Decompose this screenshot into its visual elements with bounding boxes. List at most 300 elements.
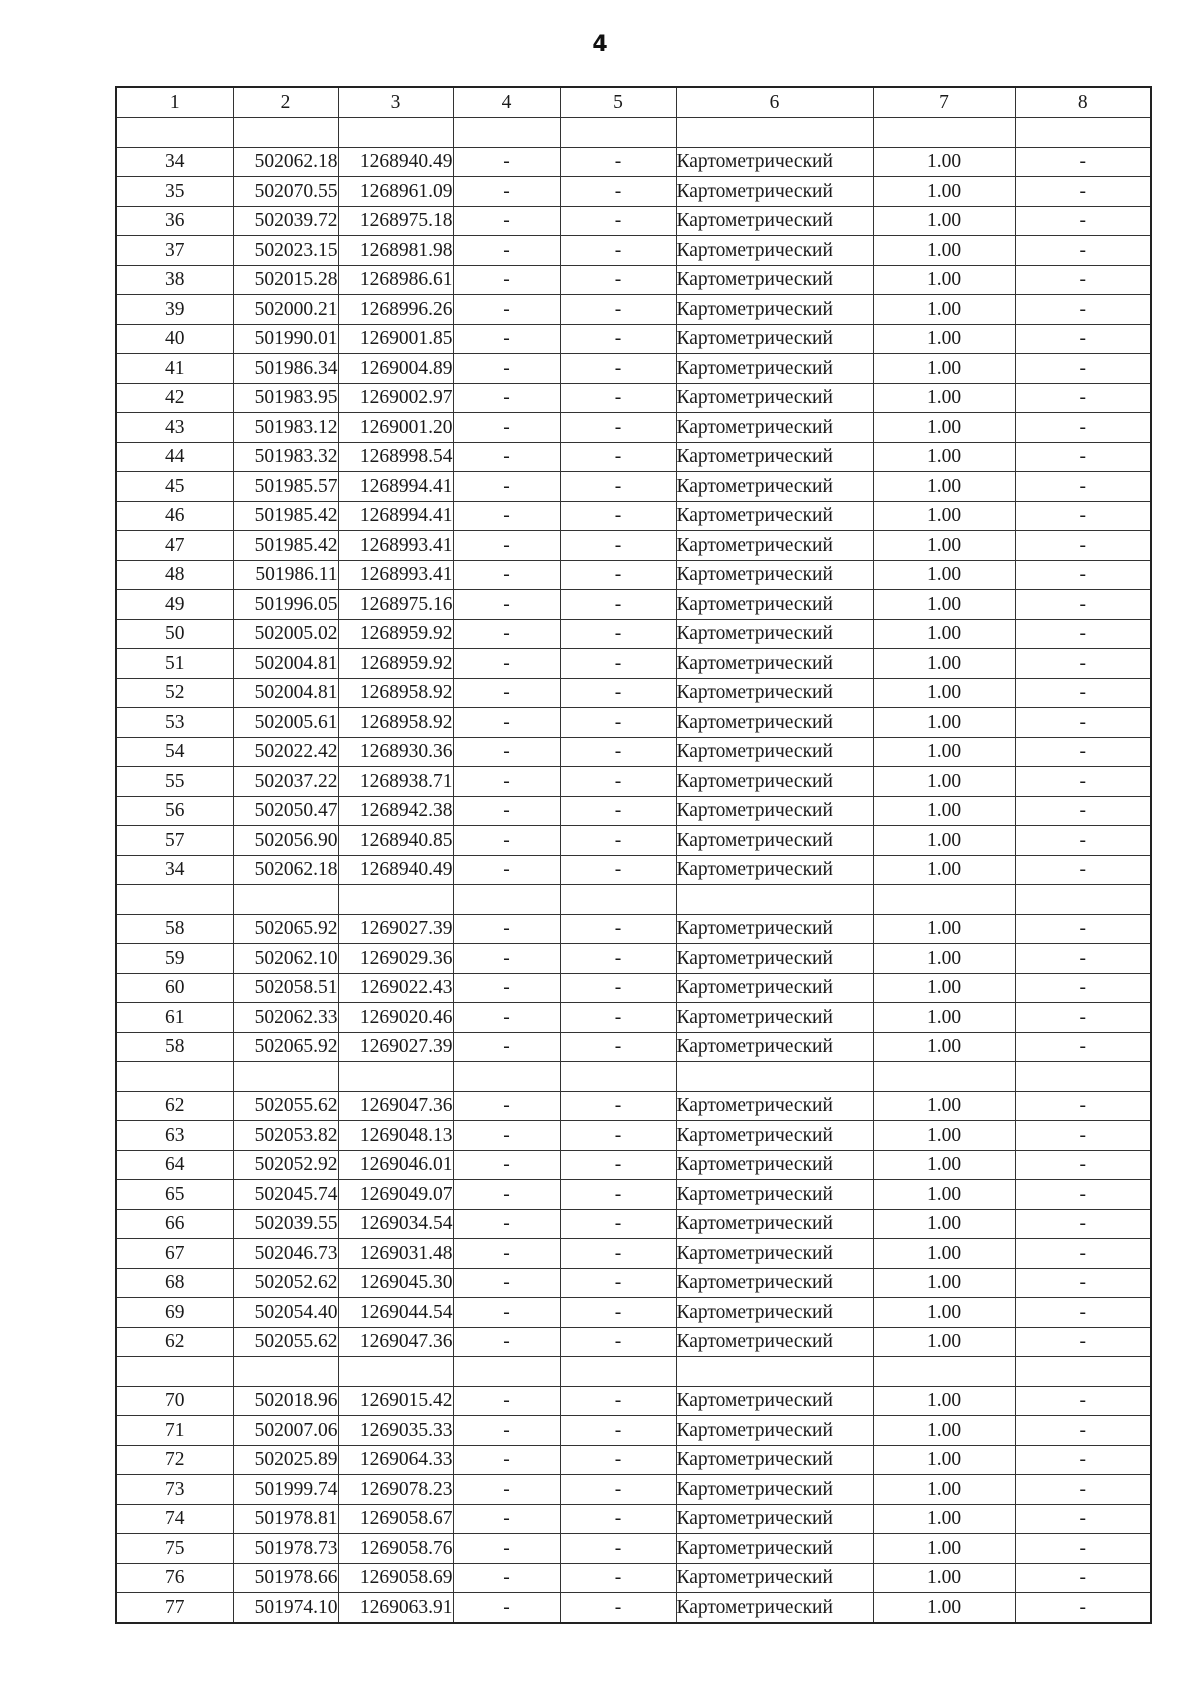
table-cell-col-7: 1.00 bbox=[873, 1386, 1015, 1416]
table-cell-col-4: - bbox=[453, 1563, 560, 1593]
table-cell-col-2: 502070.55 bbox=[233, 177, 338, 207]
table-cell-col-4: - bbox=[453, 383, 560, 413]
table-cell-col-6: Картометрический bbox=[676, 236, 873, 266]
table-cell-col-3: 1268986.61 bbox=[338, 265, 453, 295]
table-cell-col-2: 502023.15 bbox=[233, 236, 338, 266]
table-cell-col-1: 42 bbox=[116, 383, 233, 413]
table-cell-col-8: - bbox=[1015, 619, 1151, 649]
table-cell-col-7: 1.00 bbox=[873, 1003, 1015, 1033]
table-cell-col-3: 1268959.92 bbox=[338, 649, 453, 679]
table-cell-col-7: 1.00 bbox=[873, 767, 1015, 797]
table-cell-col-5: - bbox=[560, 1150, 676, 1180]
table-cell-col-5: - bbox=[560, 265, 676, 295]
table-cell-col-6: Картометрический bbox=[676, 1121, 873, 1151]
table-cell-col-2: 502039.55 bbox=[233, 1209, 338, 1239]
table-cell-col-4: - bbox=[453, 1150, 560, 1180]
table-cell-col-1: 49 bbox=[116, 590, 233, 620]
table-cell-col-6 bbox=[676, 1062, 873, 1092]
table-cell-col-1: 61 bbox=[116, 1003, 233, 1033]
table-cell-col-5: - bbox=[560, 590, 676, 620]
table-cell-col-5: - bbox=[560, 413, 676, 443]
table-cell-col-7: 1.00 bbox=[873, 206, 1015, 236]
table-row bbox=[116, 1475, 1151, 1505]
table-cell-col-8: - bbox=[1015, 1032, 1151, 1062]
table-cell-col-1: 50 bbox=[116, 619, 233, 649]
table-cell-col-1: 59 bbox=[116, 944, 233, 974]
table-cell-col-3: 1269078.23 bbox=[338, 1475, 453, 1505]
table-cell-col-7: 1.00 bbox=[873, 295, 1015, 325]
table-cell-col-8: - bbox=[1015, 413, 1151, 443]
table-cell-col-6 bbox=[676, 1357, 873, 1387]
table-cell-col-5: - bbox=[560, 1534, 676, 1564]
table-cell-col-4: - bbox=[453, 708, 560, 738]
table-cell-col-7: 1.00 bbox=[873, 708, 1015, 738]
table-cell-col-3: 1269004.89 bbox=[338, 354, 453, 384]
table-row bbox=[116, 442, 1151, 472]
table-cell-col-2: 502018.96 bbox=[233, 1386, 338, 1416]
table-cell-col-7: 1.00 bbox=[873, 737, 1015, 767]
table-cell-col-4 bbox=[453, 1357, 560, 1387]
table-cell-col-3 bbox=[338, 118, 453, 148]
table-cell-col-3: 1269031.48 bbox=[338, 1239, 453, 1269]
table-cell-col-1: 52 bbox=[116, 678, 233, 708]
table-cell-col-6: Картометрический bbox=[676, 442, 873, 472]
table-cell-col-3: 1268961.09 bbox=[338, 177, 453, 207]
table-cell-col-6: Картометрический bbox=[676, 383, 873, 413]
table-cell-col-1: 71 bbox=[116, 1416, 233, 1446]
table-cell-col-5: - bbox=[560, 147, 676, 177]
table-cell-col-1 bbox=[116, 1062, 233, 1092]
table-cell-col-3 bbox=[338, 1357, 453, 1387]
table-row bbox=[116, 590, 1151, 620]
table-cell-col-7: 1.00 bbox=[873, 413, 1015, 443]
table-cell-col-5: - bbox=[560, 826, 676, 856]
table-cell-col-1: 45 bbox=[116, 472, 233, 502]
table-cell-col-4: - bbox=[453, 442, 560, 472]
table-cell-col-5: - bbox=[560, 1298, 676, 1328]
coordinates-table bbox=[115, 86, 1152, 1624]
table-cell-col-4: - bbox=[453, 413, 560, 443]
table-cell-col-5: - bbox=[560, 324, 676, 354]
table-cell-col-2: 502045.74 bbox=[233, 1180, 338, 1210]
table-row bbox=[116, 265, 1151, 295]
table-cell-col-2: 501978.81 bbox=[233, 1504, 338, 1534]
table-row bbox=[116, 855, 1151, 885]
table-cell-col-5: - bbox=[560, 1091, 676, 1121]
table-cell-col-8: - bbox=[1015, 1180, 1151, 1210]
table-cell-col-8 bbox=[1015, 1357, 1151, 1387]
table-cell-col-3: 1269015.42 bbox=[338, 1386, 453, 1416]
table-cell-col-8: - bbox=[1015, 1475, 1151, 1505]
table-row bbox=[116, 1032, 1151, 1062]
table-cell-col-7: 1.00 bbox=[873, 383, 1015, 413]
table-cell-col-3: 1269020.46 bbox=[338, 1003, 453, 1033]
table-cell-col-4: - bbox=[453, 1268, 560, 1298]
table-cell-col-1: 36 bbox=[116, 206, 233, 236]
table-row bbox=[116, 1327, 1151, 1357]
table-cell-col-4: - bbox=[453, 1593, 560, 1623]
table-cell-col-4: - bbox=[453, 324, 560, 354]
table-cell-col-4: - bbox=[453, 1180, 560, 1210]
table-row bbox=[116, 1445, 1151, 1475]
table-cell-col-3: 1269002.97 bbox=[338, 383, 453, 413]
table-cell-col-6 bbox=[676, 118, 873, 148]
table-cell-col-4: - bbox=[453, 1386, 560, 1416]
table-cell-col-3: 1268940.85 bbox=[338, 826, 453, 856]
table-row bbox=[116, 324, 1151, 354]
table-cell-col-6: Картометрический bbox=[676, 796, 873, 826]
table-cell-col-6: Картометрический bbox=[676, 1563, 873, 1593]
table-cell-col-6: Картометрический bbox=[676, 295, 873, 325]
table-cell-col-8: - bbox=[1015, 649, 1151, 679]
table-cell-col-1: 58 bbox=[116, 914, 233, 944]
table-cell-col-6: Картометрический bbox=[676, 1298, 873, 1328]
table-cell-col-2: 501985.42 bbox=[233, 501, 338, 531]
table-cell-col-2: 501986.34 bbox=[233, 354, 338, 384]
table-cell-col-6: Картометрический bbox=[676, 767, 873, 797]
table-cell-col-2: 502065.92 bbox=[233, 1032, 338, 1062]
table-cell-col-7: 1.00 bbox=[873, 973, 1015, 1003]
table-cell-col-7: 1.00 bbox=[873, 1150, 1015, 1180]
table-cell-col-1: 67 bbox=[116, 1239, 233, 1269]
table-cell-col-2: 502037.22 bbox=[233, 767, 338, 797]
table-cell-col-4: - bbox=[453, 1445, 560, 1475]
table-cell-col-6: Картометрический bbox=[676, 324, 873, 354]
table-cell-col-6: Картометрический bbox=[676, 265, 873, 295]
column-header-5: 5 bbox=[560, 87, 676, 118]
table-cell-col-3: 1268958.92 bbox=[338, 678, 453, 708]
table-row bbox=[116, 560, 1151, 590]
table-cell-col-6: Картометрический bbox=[676, 1534, 873, 1564]
table-cell-col-7: 1.00 bbox=[873, 1121, 1015, 1151]
table-cell-col-3: 1269046.01 bbox=[338, 1150, 453, 1180]
table-cell-col-6: Картометрический bbox=[676, 1209, 873, 1239]
table-cell-col-8: - bbox=[1015, 1327, 1151, 1357]
table-cell-col-8: - bbox=[1015, 1416, 1151, 1446]
table-cell-col-3: 1269001.85 bbox=[338, 324, 453, 354]
table-cell-col-5: - bbox=[560, 1209, 676, 1239]
table-cell-col-6: Картометрический bbox=[676, 944, 873, 974]
table-cell-col-3: 1269064.33 bbox=[338, 1445, 453, 1475]
table-row bbox=[116, 1386, 1151, 1416]
table-row bbox=[116, 1416, 1151, 1446]
table-cell-col-5: - bbox=[560, 1563, 676, 1593]
table-cell-col-1: 70 bbox=[116, 1386, 233, 1416]
table-cell-col-6: Картометрический bbox=[676, 1180, 873, 1210]
table-cell-col-5: - bbox=[560, 354, 676, 384]
table-cell-col-5: - bbox=[560, 1416, 676, 1446]
table-row bbox=[116, 619, 1151, 649]
table-cell-col-4: - bbox=[453, 501, 560, 531]
table-cell-col-3: 1269048.13 bbox=[338, 1121, 453, 1151]
table-row bbox=[116, 383, 1151, 413]
table-cell-col-8: - bbox=[1015, 177, 1151, 207]
table-cell-col-8: - bbox=[1015, 501, 1151, 531]
table-cell-col-4: - bbox=[453, 295, 560, 325]
table-cell-col-6: Картометрический bbox=[676, 472, 873, 502]
table-cell-col-2: 502007.06 bbox=[233, 1416, 338, 1446]
table-cell-col-5: - bbox=[560, 1032, 676, 1062]
table-cell-col-4: - bbox=[453, 1416, 560, 1446]
table-cell-col-3: 1269049.07 bbox=[338, 1180, 453, 1210]
table-cell-col-1: 46 bbox=[116, 501, 233, 531]
table-cell-col-2: 502062.10 bbox=[233, 944, 338, 974]
table-cell-col-6: Картометрический bbox=[676, 560, 873, 590]
table-cell-col-6: Картометрический bbox=[676, 1445, 873, 1475]
table-cell-col-2: 501974.10 bbox=[233, 1593, 338, 1623]
table-cell-col-1: 39 bbox=[116, 295, 233, 325]
table-cell-col-3: 1269044.54 bbox=[338, 1298, 453, 1328]
table-cell-col-7: 1.00 bbox=[873, 1091, 1015, 1121]
table-cell-col-1: 63 bbox=[116, 1121, 233, 1151]
column-header-4: 4 bbox=[453, 87, 560, 118]
table-cell-col-2: 502039.72 bbox=[233, 206, 338, 236]
table-cell-col-7: 1.00 bbox=[873, 1504, 1015, 1534]
table-cell-col-7: 1.00 bbox=[873, 1534, 1015, 1564]
table-cell-col-5: - bbox=[560, 442, 676, 472]
table-cell-col-8: - bbox=[1015, 708, 1151, 738]
table-cell-col-2: 502065.92 bbox=[233, 914, 338, 944]
table-cell-col-3: 1269045.30 bbox=[338, 1268, 453, 1298]
table-cell-col-1: 41 bbox=[116, 354, 233, 384]
table-cell-col-8: - bbox=[1015, 678, 1151, 708]
table-cell-col-1: 75 bbox=[116, 1534, 233, 1564]
table-cell-col-5: - bbox=[560, 973, 676, 1003]
table-cell-col-8: - bbox=[1015, 944, 1151, 974]
table-cell-col-7: 1.00 bbox=[873, 147, 1015, 177]
table-cell-col-2: 502015.28 bbox=[233, 265, 338, 295]
table-cell-col-5 bbox=[560, 118, 676, 148]
table-cell-col-4: - bbox=[453, 590, 560, 620]
table-cell-col-4: - bbox=[453, 973, 560, 1003]
table-cell-col-2: 502055.62 bbox=[233, 1091, 338, 1121]
table-row bbox=[116, 649, 1151, 679]
table-cell-col-8: - bbox=[1015, 1445, 1151, 1475]
table-cell-col-3: 1268940.49 bbox=[338, 855, 453, 885]
table-cell-col-4: - bbox=[453, 1475, 560, 1505]
table-cell-col-4: - bbox=[453, 1209, 560, 1239]
table-cell-col-4: - bbox=[453, 1091, 560, 1121]
column-header-1: 1 bbox=[116, 87, 233, 118]
table-cell-col-1: 37 bbox=[116, 236, 233, 266]
table-cell-col-7: 1.00 bbox=[873, 826, 1015, 856]
table-cell-col-8: - bbox=[1015, 1209, 1151, 1239]
table-cell-col-8: - bbox=[1015, 560, 1151, 590]
table-cell-col-2: 502004.81 bbox=[233, 678, 338, 708]
table-cell-col-7: 1.00 bbox=[873, 1209, 1015, 1239]
table-cell-col-1: 55 bbox=[116, 767, 233, 797]
table-row bbox=[116, 1209, 1151, 1239]
table-cell-col-8: - bbox=[1015, 1386, 1151, 1416]
table-cell-col-7: 1.00 bbox=[873, 1563, 1015, 1593]
table-cell-col-1: 38 bbox=[116, 265, 233, 295]
table-cell-col-6: Картометрический bbox=[676, 354, 873, 384]
table-cell-col-8: - bbox=[1015, 767, 1151, 797]
table-cell-col-8: - bbox=[1015, 1121, 1151, 1151]
table-cell-col-5: - bbox=[560, 619, 676, 649]
table-cell-col-2: 502022.42 bbox=[233, 737, 338, 767]
table-cell-col-7: 1.00 bbox=[873, 560, 1015, 590]
table-row bbox=[116, 944, 1151, 974]
table-cell-col-1: 58 bbox=[116, 1032, 233, 1062]
table-cell-col-2 bbox=[233, 885, 338, 915]
table-row bbox=[116, 1268, 1151, 1298]
table-cell-col-7 bbox=[873, 118, 1015, 148]
table-cell-col-8: - bbox=[1015, 737, 1151, 767]
table-row bbox=[116, 531, 1151, 561]
table-row bbox=[116, 1150, 1151, 1180]
table-row bbox=[116, 1563, 1151, 1593]
table-cell-col-3: 1268942.38 bbox=[338, 796, 453, 826]
table-cell-col-1: 54 bbox=[116, 737, 233, 767]
table-cell-col-4: - bbox=[453, 944, 560, 974]
table-cell-col-3: 1268994.41 bbox=[338, 472, 453, 502]
table-row bbox=[116, 1534, 1151, 1564]
table-cell-col-3: 1268975.16 bbox=[338, 590, 453, 620]
table-row bbox=[116, 678, 1151, 708]
table-cell-col-7: 1.00 bbox=[873, 236, 1015, 266]
table-cell-col-3: 1268994.41 bbox=[338, 501, 453, 531]
table-cell-col-7: 1.00 bbox=[873, 1593, 1015, 1623]
table-cell-col-4 bbox=[453, 118, 560, 148]
table-cell-col-7: 1.00 bbox=[873, 796, 1015, 826]
table-cell-col-6 bbox=[676, 885, 873, 915]
page-number: 4 bbox=[592, 32, 608, 57]
table-cell-col-2: 502050.47 bbox=[233, 796, 338, 826]
table-cell-col-3: 1269047.36 bbox=[338, 1091, 453, 1121]
table-cell-col-4: - bbox=[453, 1003, 560, 1033]
table-cell-col-6: Картометрический bbox=[676, 737, 873, 767]
table-cell-col-3: 1269001.20 bbox=[338, 413, 453, 443]
table-cell-col-8: - bbox=[1015, 1239, 1151, 1269]
table-cell-col-4: - bbox=[453, 1032, 560, 1062]
table-cell-col-6: Картометрический bbox=[676, 1150, 873, 1180]
table-cell-col-5: - bbox=[560, 1504, 676, 1534]
table-cell-col-5: - bbox=[560, 1121, 676, 1151]
table-cell-col-5: - bbox=[560, 1593, 676, 1623]
table-cell-col-7: 1.00 bbox=[873, 590, 1015, 620]
table-cell-col-3: 1269035.33 bbox=[338, 1416, 453, 1446]
table-cell-col-4: - bbox=[453, 737, 560, 767]
table-cell-col-3: 1269027.39 bbox=[338, 914, 453, 944]
table-cell-col-7: 1.00 bbox=[873, 1180, 1015, 1210]
table-cell-col-7: 1.00 bbox=[873, 442, 1015, 472]
table-cell-col-5: - bbox=[560, 531, 676, 561]
table-cell-col-1: 74 bbox=[116, 1504, 233, 1534]
table-cell-col-6: Картометрический bbox=[676, 973, 873, 1003]
table-cell-col-6: Картометрический bbox=[676, 914, 873, 944]
table-cell-col-4: - bbox=[453, 796, 560, 826]
table-cell-col-4: - bbox=[453, 1121, 560, 1151]
table-cell-col-1: 77 bbox=[116, 1593, 233, 1623]
table-cell-col-3 bbox=[338, 1062, 453, 1092]
table-cell-col-5: - bbox=[560, 1386, 676, 1416]
table-separator-row bbox=[116, 1062, 1151, 1092]
table-cell-col-6: Картометрический bbox=[676, 1416, 873, 1446]
table-cell-col-8: - bbox=[1015, 472, 1151, 502]
table-cell-col-2 bbox=[233, 1357, 338, 1387]
table-row bbox=[116, 1239, 1151, 1269]
table-cell-col-7: 1.00 bbox=[873, 1298, 1015, 1328]
table-cell-col-2: 502005.61 bbox=[233, 708, 338, 738]
table-cell-col-5: - bbox=[560, 560, 676, 590]
table-cell-col-1: 76 bbox=[116, 1563, 233, 1593]
table-row bbox=[116, 1298, 1151, 1328]
table-cell-col-5 bbox=[560, 885, 676, 915]
table-cell-col-2: 502025.89 bbox=[233, 1445, 338, 1475]
table-cell-col-4: - bbox=[453, 649, 560, 679]
table-cell-col-8: - bbox=[1015, 1150, 1151, 1180]
table-cell-col-5: - bbox=[560, 383, 676, 413]
table-cell-col-1: 57 bbox=[116, 826, 233, 856]
table-cell-col-5: - bbox=[560, 855, 676, 885]
table-cell-col-3: 1268940.49 bbox=[338, 147, 453, 177]
table-cell-col-5: - bbox=[560, 678, 676, 708]
table-cell-col-7: 1.00 bbox=[873, 324, 1015, 354]
table-cell-col-8: - bbox=[1015, 1003, 1151, 1033]
table-cell-col-2 bbox=[233, 1062, 338, 1092]
table-cell-col-4: - bbox=[453, 472, 560, 502]
table-cell-col-4: - bbox=[453, 1504, 560, 1534]
table-cell-col-6: Картометрический bbox=[676, 619, 873, 649]
table-row bbox=[116, 1003, 1151, 1033]
table-cell-col-8: - bbox=[1015, 236, 1151, 266]
table-cell-col-8: - bbox=[1015, 531, 1151, 561]
table-cell-col-3: 1269058.67 bbox=[338, 1504, 453, 1534]
table-cell-col-5: - bbox=[560, 177, 676, 207]
table-separator-row bbox=[116, 118, 1151, 148]
table-cell-col-3: 1269058.69 bbox=[338, 1563, 453, 1593]
table-cell-col-5 bbox=[560, 1062, 676, 1092]
table-cell-col-3: 1268993.41 bbox=[338, 560, 453, 590]
table-cell-col-3: 1269027.39 bbox=[338, 1032, 453, 1062]
table-cell-col-2: 501999.74 bbox=[233, 1475, 338, 1505]
table-cell-col-8: - bbox=[1015, 1091, 1151, 1121]
table-cell-col-3: 1269029.36 bbox=[338, 944, 453, 974]
table-cell-col-4: - bbox=[453, 855, 560, 885]
table-cell-col-2: 501985.42 bbox=[233, 531, 338, 561]
table-cell-col-2: 502062.18 bbox=[233, 147, 338, 177]
table-cell-col-6: Картометрический bbox=[676, 1032, 873, 1062]
table-cell-col-5: - bbox=[560, 236, 676, 266]
table-cell-col-5: - bbox=[560, 206, 676, 236]
table-row bbox=[116, 973, 1151, 1003]
table-row bbox=[116, 147, 1151, 177]
table-cell-col-7: 1.00 bbox=[873, 1445, 1015, 1475]
table-cell-col-8: - bbox=[1015, 855, 1151, 885]
table-cell-col-6: Картометрический bbox=[676, 1504, 873, 1534]
table-cell-col-5: - bbox=[560, 1239, 676, 1269]
table-cell-col-3: 1268938.71 bbox=[338, 767, 453, 797]
table-cell-col-1: 60 bbox=[116, 973, 233, 1003]
table-cell-col-5 bbox=[560, 1357, 676, 1387]
table-row bbox=[116, 236, 1151, 266]
table-cell-col-2: 502005.02 bbox=[233, 619, 338, 649]
table-cell-col-8: - bbox=[1015, 826, 1151, 856]
table-cell-col-1: 53 bbox=[116, 708, 233, 738]
table-row bbox=[116, 295, 1151, 325]
table-cell-col-4: - bbox=[453, 826, 560, 856]
table-cell-col-5: - bbox=[560, 914, 676, 944]
table-cell-col-6: Картометрический bbox=[676, 678, 873, 708]
table-cell-col-6: Картометрический bbox=[676, 708, 873, 738]
table-cell-col-2: 502053.82 bbox=[233, 1121, 338, 1151]
table-cell-col-2: 502052.92 bbox=[233, 1150, 338, 1180]
table-cell-col-8: - bbox=[1015, 354, 1151, 384]
table-cell-col-5: - bbox=[560, 708, 676, 738]
table-cell-col-8: - bbox=[1015, 295, 1151, 325]
table-cell-col-7: 1.00 bbox=[873, 1239, 1015, 1269]
